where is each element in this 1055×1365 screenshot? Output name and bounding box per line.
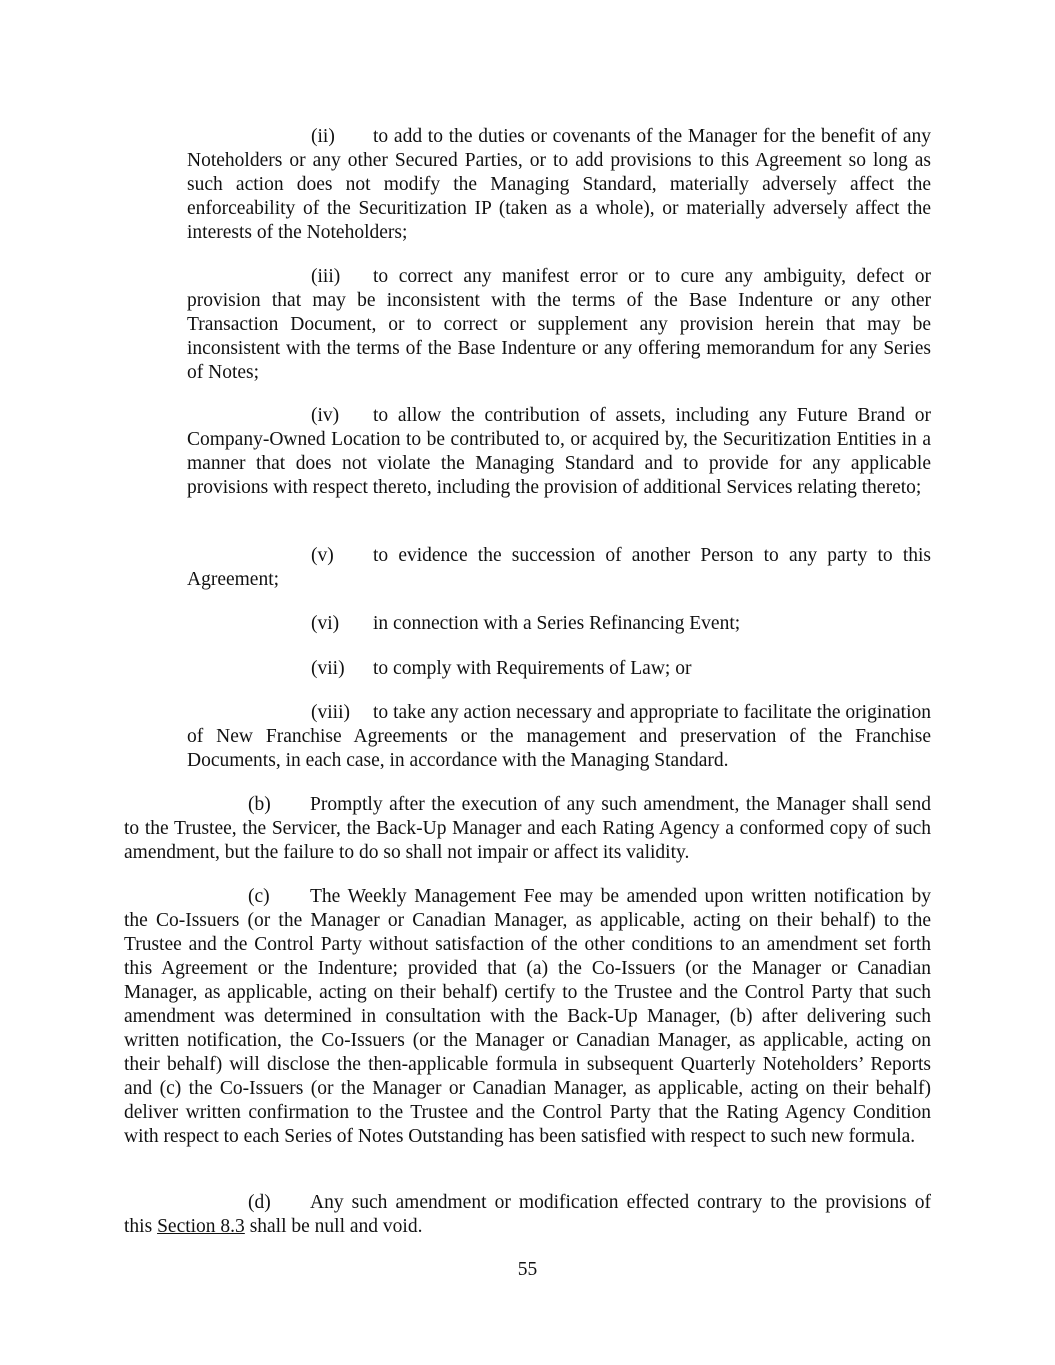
clause-vii — [187, 657, 931, 681]
paragraph-text: Promptly after the execution of any such amendment, the Manager shall send to the Trustee, the Servicer, the Back-Up Manager and each Rating Agency a conformed copy of such amendment, but the failure to do so shall not impair or affect its validity. — [124, 794, 931, 863]
clause-iv — [187, 404, 931, 500]
paragraph-d — [124, 1191, 931, 1239]
paragraph-text-before: Any such amendment or modification effected contrary to the provisions of this — [124, 1192, 931, 1237]
paragraph-number: (d) — [248, 1192, 271, 1213]
clause-ii — [187, 125, 931, 245]
clause-number: (viii) — [311, 702, 350, 723]
clause-vi — [187, 612, 931, 636]
paragraph-b — [124, 793, 931, 865]
clause-number: (vi) — [311, 613, 340, 634]
paragraph-number: (b) — [248, 794, 271, 815]
clause-text: to correct any manifest error or to cure any ambiguity, defect or provision that may be inconsistent with the terms of the Base Indenture or any other Transaction Document, or to correct or supplement any provision herein that may be inconsistent with the terms of the Base Indenture or any offering memorandum for any Series of Notes; — [187, 266, 931, 383]
clause-number: (ii) — [311, 126, 335, 147]
clause-viii — [187, 701, 931, 773]
section-reference: Section 8.3 — [157, 1216, 245, 1237]
paragraph-c — [124, 885, 931, 1149]
clause-text: to take any action necessary and appropriate to facilitate the origination of New Franchise Agreements or the management and preservation of the Franchise Documents, in each case, in accordance with the Managing Standard. — [187, 702, 931, 771]
clause-text: to comply with Requirements of Law; or — [373, 658, 692, 679]
page-number: 55 — [517, 1259, 538, 1280]
clause-text: in connection with a Series Refinancing Event; — [373, 613, 741, 634]
clause-text: to allow the contribution of assets, including any Future Brand or Company-Owned Location to be contributed to, or acquired by, the Securitization Entities in a manner that does not violate the Managing Standard and to provide for any applicable provisions with respect thereto, including the provision of additional Services relating thereto; — [187, 405, 931, 498]
paragraph-text-after: shall be null and void. — [244, 1216, 423, 1237]
clause-text: to evidence the succession of another Person to any party to this Agreement; — [187, 545, 931, 590]
paragraph-number: (c) — [248, 886, 270, 907]
clause-v — [187, 544, 931, 592]
clause-number: (v) — [311, 545, 334, 566]
clause-number: (iv) — [311, 405, 340, 426]
paragraph-text: The Weekly Management Fee may be amended upon written notification by the Co-Issuers (or the Manager or Canadian Manager, as applicable, acting on their behalf) to the Trustee and the Control Party without satisfaction of the other conditions to an amendment set forth this Agreement or the Indenture; provided that (a) the Co-Issuers (or the Manager or Canadian Manager, as applicable, acting on their behalf) certify to the Trustee and the Control Party that such amendment was determined in consultation with the Back-Up Manager, (b) after delivering such written notification, the Co-Issuers (or the Manager or Canadian Manager, as applicable, acting on their behalf) will disclose the then-applicable formula in subsequent Quarterly Noteholders’ Reports and (c) the Co-Issuers (or the Manager or Canadian Manager, as applicable, acting on their behalf) deliver written confirmation to the Trustee and the Control Party that the Rating Agency Condition with respect to each Series of Notes Outstanding has been satisfied with respect to such new formula. — [124, 886, 931, 1147]
clause-text: to add to the duties or covenants of the Manager for the benefit of any Noteholders or any other Secured Parties, or to add provisions to this Agreement so long as such action does not modify the Managing Standard, materially adversely affect the enforceability of the Securitization IP (taken as a whole), or materially adversely affect the interests of the Noteholders; — [187, 126, 931, 243]
clause-number: (iii) — [311, 266, 341, 287]
clause-number: (vii) — [311, 658, 345, 679]
clause-iii — [187, 265, 931, 385]
